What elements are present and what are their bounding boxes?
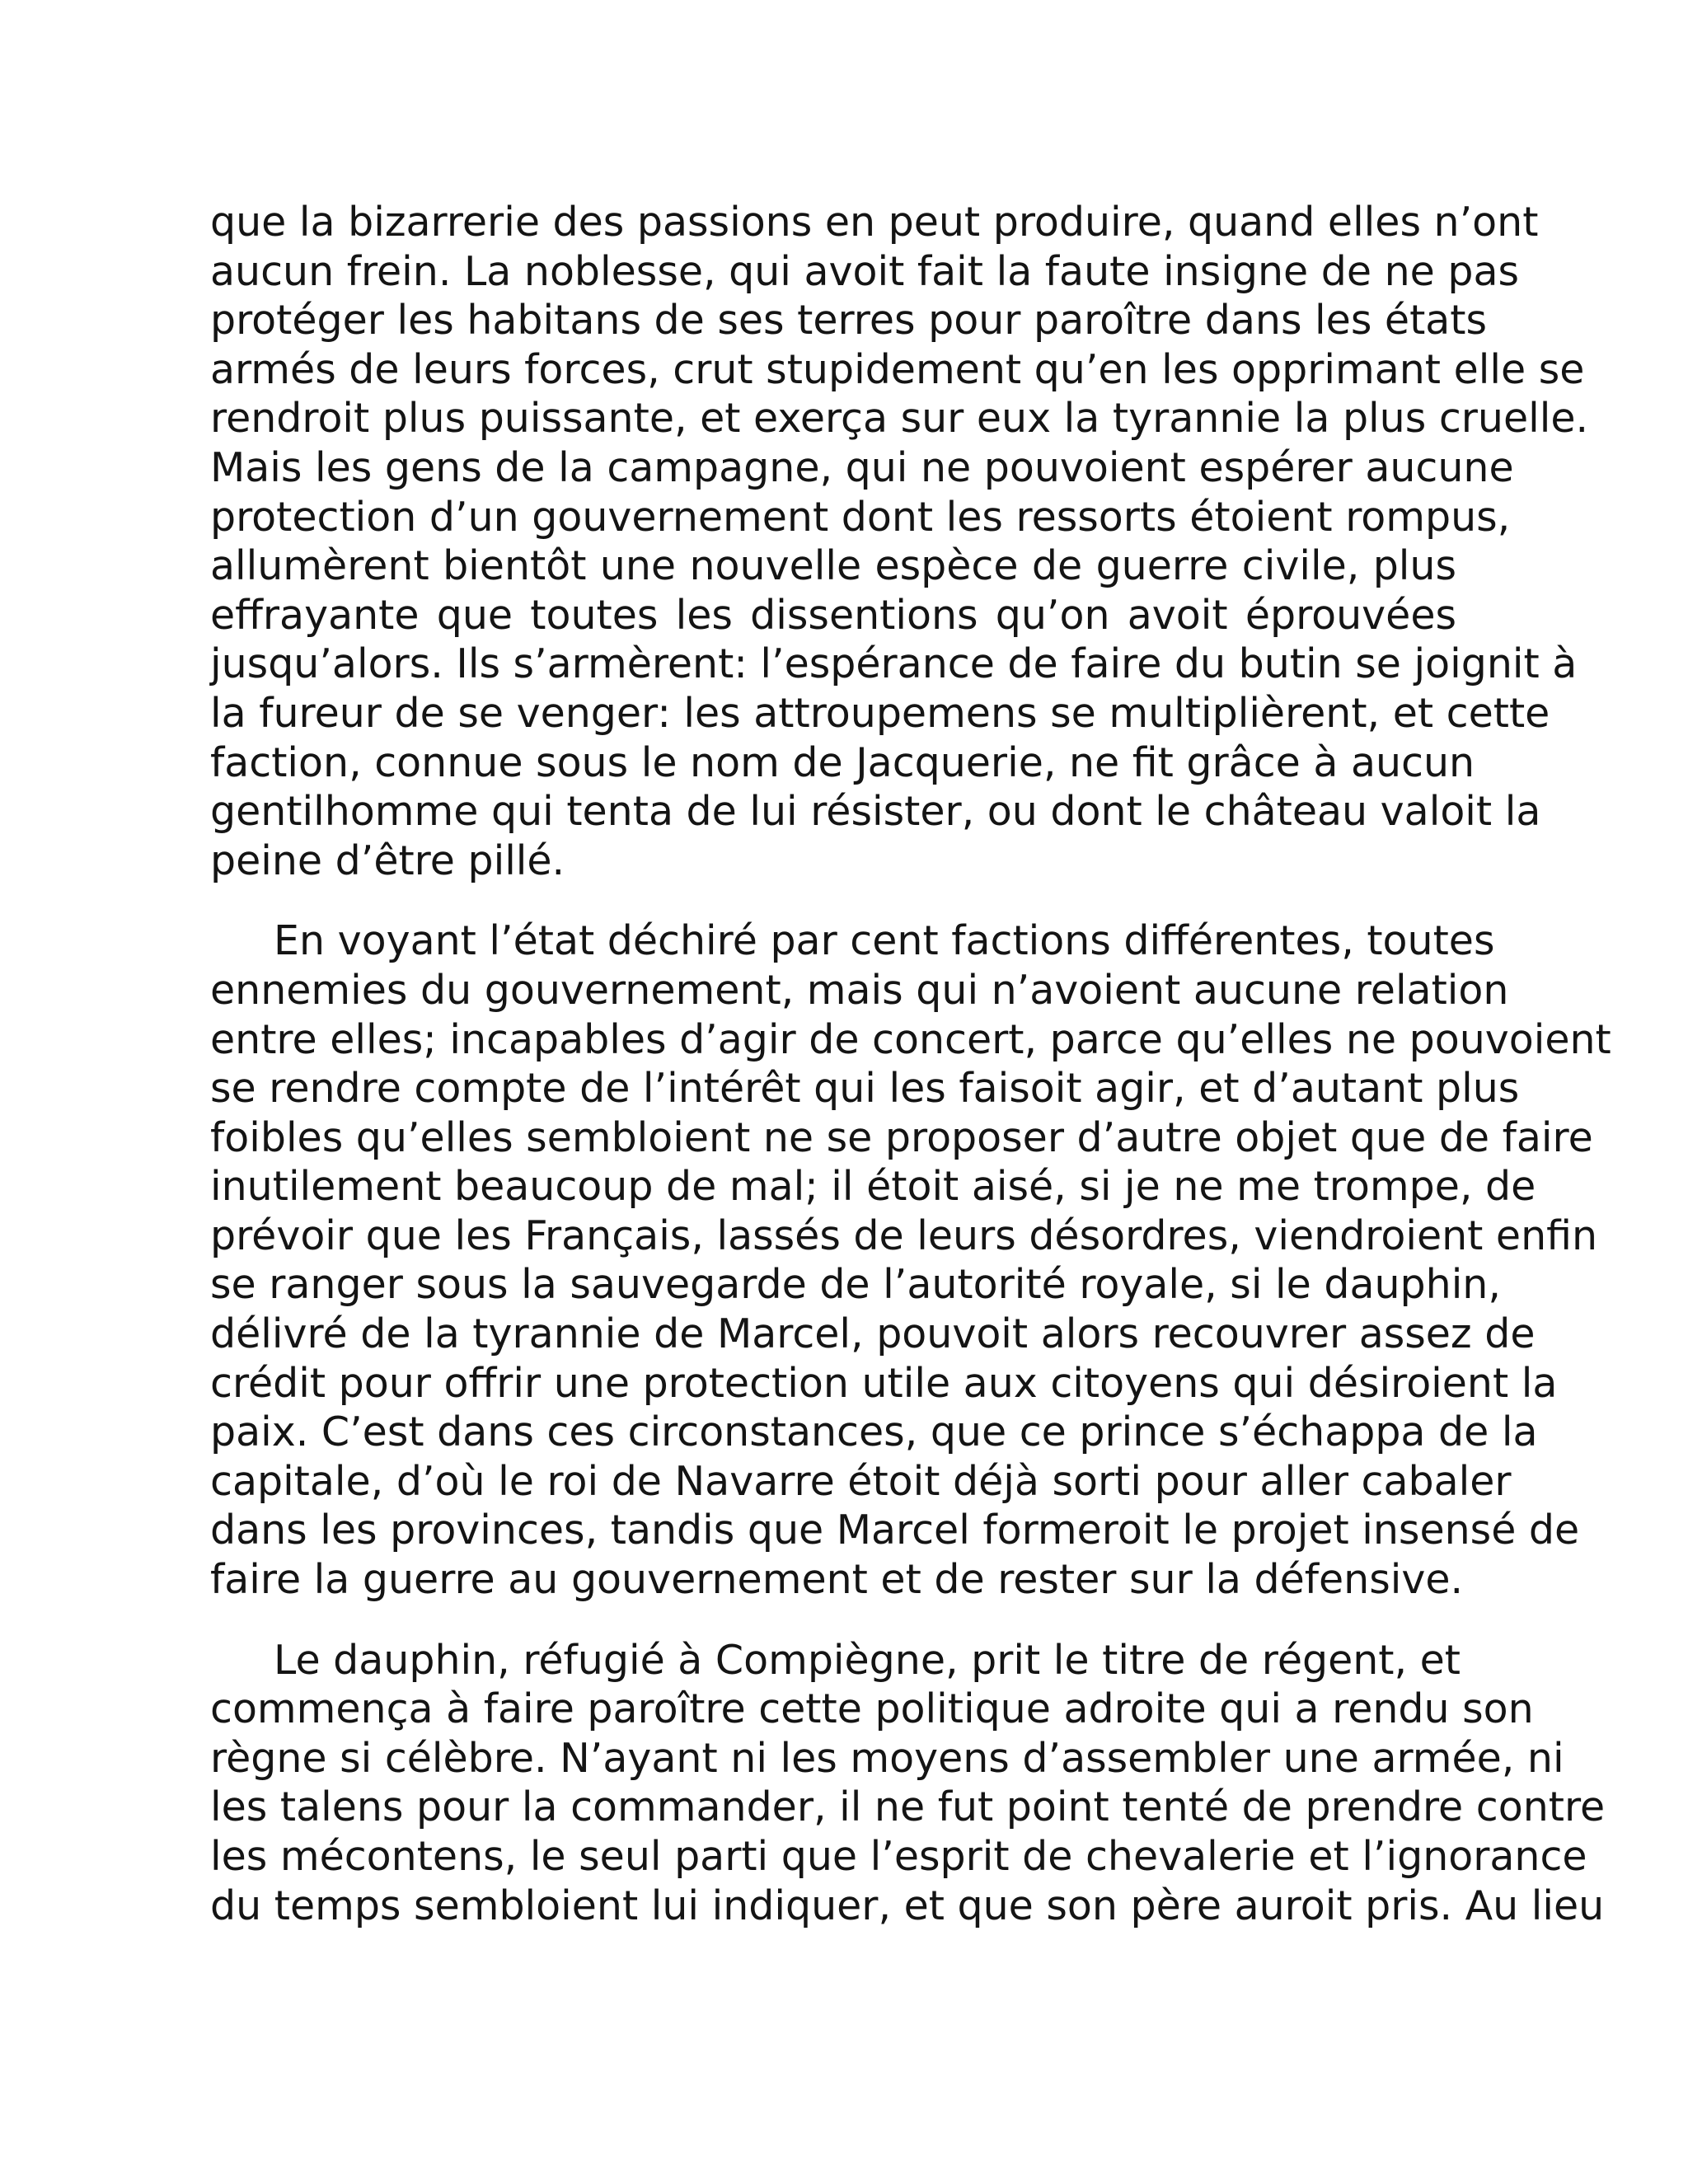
text-line: foibles qu’elles sembloient ne se proposer d’autre objet que de faire	[210, 1113, 1593, 1161]
text-line: délivré de la tyrannie de Marcel, pouvoit alors recouvrer assez de	[210, 1310, 1536, 1358]
text-line: protéger les habitans de ses terres pour paroître dans les états	[210, 297, 1488, 344]
text-line: gentilhomme qui tenta de lui résister, ou dont le château valoit la	[210, 788, 1541, 836]
text-line: faire la guerre au gouvernement et de rester sur la défensive.	[210, 1556, 1464, 1604]
text-line: commença à faire paroître cette politique adroite qui a rendu son	[210, 1685, 1534, 1733]
text-line: aucun frein. La noblesse, qui avoit fait la faute insigne de ne pas	[210, 247, 1520, 295]
text-line: crédit pour offrir une protection utile aux citoyens qui désiroient la	[210, 1359, 1558, 1407]
text-line: protection d’un gouvernement dont les ressorts étoient rompus,	[210, 493, 1511, 541]
paragraph-2	[210, 916, 1611, 1604]
text-line: Le dauphin, réfugié à Compiègne, prit le titre de régent, et	[274, 1636, 1461, 1684]
text-line: jusqu’alors. Ils s’armèrent: l’espérance de faire du butin se joignit à	[210, 640, 1578, 688]
text-line: peine d’être pillé.	[210, 837, 565, 884]
text-line: se ranger sous la sauvegarde de l’autorité royale, si le dauphin,	[210, 1261, 1501, 1309]
text-line: les talens pour la commander, il ne fut point tenté de prendre contre	[210, 1783, 1606, 1831]
text-line: prévoir que les Français, lassés de leurs désordres, viendroient enfin	[210, 1212, 1598, 1259]
text-line: allumèrent bientôt une nouvelle espèce de guerre civile, plus	[210, 542, 1456, 590]
text-line: du temps sembloient lui indiquer, et que son père auroit pris. Au lieu	[210, 1882, 1605, 1929]
text-line: effrayante que toutes les dissentions qu’on avoit éprouvées	[210, 591, 1456, 639]
paragraph-3	[210, 1636, 1606, 1931]
page-text	[210, 198, 1611, 1930]
text-line: faction, connue sous le nom de Jacquerie, ne fit grâce à aucun	[210, 738, 1475, 786]
text-line: règne si célèbre. N’ayant ni les moyens d’assembler une armée, ni	[210, 1734, 1564, 1782]
text-line: capitale, d’où le roi de Navarre étoit déjà sorti pour aller cabaler	[210, 1457, 1512, 1505]
text-line: les mécontens, le seul parti que l’esprit de chevalerie et l’ignorance	[210, 1833, 1587, 1880]
text-line: paix. C’est dans ces circonstances, que ce prince s’échappa de la	[210, 1408, 1538, 1456]
text-line: dans les provinces, tandis que Marcel formeroit le projet insensé de	[210, 1507, 1580, 1554]
text-line: ennemies du gouvernement, mais qui n’avoient aucune relation	[210, 966, 1509, 1014]
text-line: En voyant l’état déchiré par cent factions différentes, toutes	[274, 917, 1495, 965]
text-line: entre elles; incapables d’agir de concert, parce qu’elles ne pouvoient	[210, 1015, 1611, 1063]
text-line: inutilement beaucoup de mal; il étoit aisé, si je ne me trompe, de	[210, 1163, 1536, 1211]
paragraph-1	[210, 198, 1589, 885]
text-line: Mais les gens de la campagne, qui ne pouvoient espérer aucune	[210, 443, 1514, 491]
text-line: que la bizarrerie des passions en peut produire, quand elles n’ont	[210, 199, 1539, 246]
text-line: armés de leurs forces, crut stupidement qu’en les opprimant elle se	[210, 345, 1585, 393]
text-line: se rendre compte de l’intérêt qui les faisoit agir, et d’autant plus	[210, 1065, 1520, 1113]
text-line: rendroit plus puissante, et exerça sur eux la tyrannie la plus cruelle.	[210, 395, 1589, 443]
text-line: la fureur de se venger: les attroupemens se multiplièrent, et cette	[210, 689, 1550, 737]
